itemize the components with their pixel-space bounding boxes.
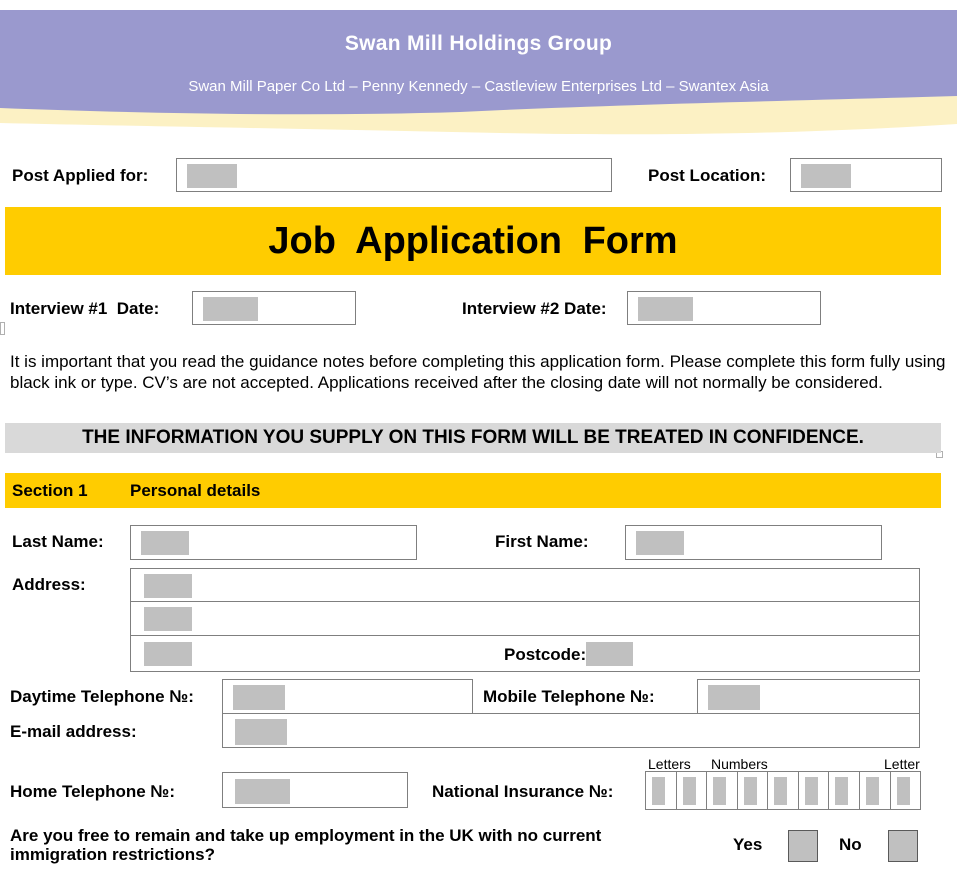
redacted-entry	[141, 531, 189, 555]
page-anchor-mark	[0, 322, 5, 335]
post-location-field[interactable]	[790, 158, 942, 192]
address-line1-field[interactable]	[130, 568, 920, 602]
ni-letters-header: Letters	[648, 756, 691, 772]
yes-label: Yes	[733, 835, 763, 854]
daytime-phone-field[interactable]	[222, 679, 473, 714]
postcode-label: Postcode:	[504, 645, 587, 664]
ni-cell[interactable]	[891, 772, 921, 809]
redacted-entry	[774, 777, 787, 805]
mobile-phone-label: Mobile Telephone №:	[483, 687, 655, 706]
home-phone-label: Home Telephone №:	[10, 782, 176, 801]
ni-cell[interactable]	[646, 772, 677, 809]
interview1-label: Interview #1 Date:	[10, 299, 160, 318]
post-location-label: Post Location:	[648, 166, 767, 185]
intro-paragraph: It is important that you read the guidance notes before completing this application form. Please complete this form fully using black ink or type. CV’s are not accepted. Applications received after the closing date will not normally be considered.	[10, 352, 946, 392]
redacted-entry	[144, 574, 192, 598]
redacted-entry	[801, 164, 851, 188]
last-name-label: Last Name:	[12, 532, 104, 551]
home-phone-field[interactable]	[222, 772, 408, 808]
no-checkbox[interactable]	[888, 830, 918, 862]
email-label: E-mail address:	[10, 722, 137, 741]
redacted-entry	[805, 777, 818, 805]
address-label: Address:	[12, 575, 86, 594]
ni-cell[interactable]	[799, 772, 830, 809]
redacted-entry	[144, 607, 192, 631]
ni-cell[interactable]	[738, 772, 769, 809]
company-title: Swan Mill Holdings Group	[344, 32, 613, 55]
section1-header	[5, 473, 941, 508]
interview2-label: Interview #2 Date:	[462, 299, 607, 318]
ni-cell[interactable]	[707, 772, 738, 809]
immigration-question-line2: immigration restrictions?	[10, 845, 215, 864]
redacted-entry	[636, 531, 684, 555]
yes-checkbox[interactable]	[788, 830, 818, 862]
interview2-date-field[interactable]	[627, 291, 821, 325]
no-label: No	[839, 835, 862, 854]
header-wave-graphic	[0, 0, 957, 142]
post-applied-label: Post Applied for:	[12, 166, 149, 185]
redacted-entry	[233, 685, 285, 710]
interview1-date-field[interactable]	[192, 291, 356, 325]
form-title-banner: Job Application Form	[5, 207, 941, 275]
redacted-entry	[835, 777, 848, 805]
header-purple-band	[0, 10, 957, 114]
redacted-entry	[708, 685, 760, 710]
redacted-entry	[203, 297, 258, 321]
redacted-entry	[652, 777, 665, 805]
redacted-entry	[187, 164, 237, 188]
ni-cell[interactable]	[829, 772, 860, 809]
post-applied-field[interactable]	[176, 158, 612, 192]
redacted-entry	[897, 777, 910, 805]
last-name-field[interactable]	[130, 525, 417, 560]
ni-cell[interactable]	[677, 772, 708, 809]
redacted-entry	[235, 779, 290, 804]
email-field[interactable]	[222, 713, 920, 748]
immigration-question-line1: Are you free to remain and take up employment in the UK with no current	[10, 826, 602, 845]
address-line2-field[interactable]	[130, 601, 920, 636]
daytime-phone-label: Daytime Telephone №:	[10, 687, 194, 706]
postcode-field[interactable]	[586, 642, 633, 666]
redacted-entry	[713, 777, 726, 805]
ni-cell[interactable]	[860, 772, 891, 809]
mobile-phone-field[interactable]	[697, 679, 920, 714]
section1-number: Section 1	[12, 481, 88, 500]
first-name-label: First Name:	[495, 532, 589, 551]
redacted-entry	[866, 777, 879, 805]
ni-letter-header: Letter	[884, 756, 920, 772]
redacted-entry	[235, 719, 287, 745]
subsidiaries-line: Swan Mill Paper Co Ltd – Penny Kennedy – Castleview Enterprises Ltd – Swantex Asia	[188, 78, 769, 95]
ni-cell[interactable]	[768, 772, 799, 809]
first-name-field[interactable]	[625, 525, 882, 560]
address-line3-field[interactable]	[130, 635, 920, 672]
redacted-entry	[744, 777, 757, 805]
redacted-entry	[638, 297, 693, 321]
confidence-banner: THE INFORMATION YOU SUPPLY ON THIS FORM WILL BE TREATED IN CONFIDENCE.	[5, 423, 941, 453]
ni-number-grid	[645, 771, 921, 810]
redacted-entry	[144, 642, 192, 666]
ni-numbers-header: Numbers	[711, 756, 768, 772]
redacted-entry	[683, 777, 696, 805]
section1-title: Personal details	[130, 481, 261, 500]
ni-label: National Insurance №:	[432, 782, 614, 801]
